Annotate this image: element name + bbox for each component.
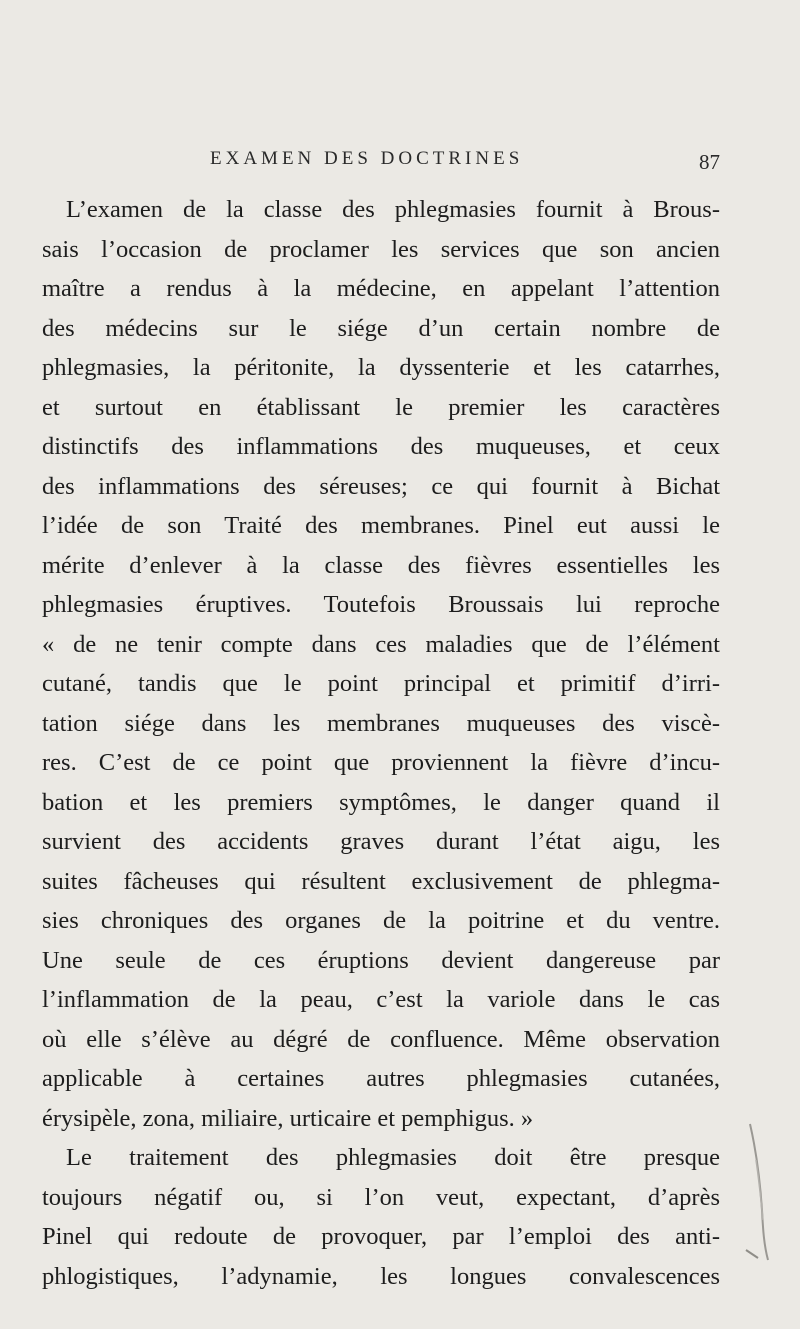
text-line: cutané, tandis que le point principal et primitif d’irri- — [42, 670, 720, 697]
text-line: sies chroniques des organes de la poitrine et du ventre. — [42, 907, 720, 934]
text-line: distinctifs des inflammations des muqueuses, et ceux — [42, 433, 720, 460]
text-line: toujours négatif ou, si l’on veut, expectant, d’après — [42, 1183, 720, 1211]
text-line: sais l’occasion de proclamer les services que son ancien — [42, 235, 720, 263]
text-line: et surtout en établissant le premier les caractères — [42, 393, 720, 421]
text-line: tation siége dans les membranes muqueuses des viscè- — [42, 709, 720, 737]
text-line: l’inflammation de la peau, c’est la variole dans le cas — [42, 986, 720, 1013]
text-line: des inflammations des séreuses; ce qui fournit à Bichat — [42, 472, 720, 500]
text-line: survient des accidents graves durant l’état aigu, les — [42, 828, 720, 855]
text-line: maître a rendus à la médecine, en appelant l’attention — [42, 275, 720, 302]
margin-pencil-mark — [742, 1120, 776, 1270]
text-line: Pinel qui redoute de provoquer, par l’emploi des anti- — [42, 1223, 720, 1250]
running-title: EXAMEN DES DOCTRINES — [210, 148, 524, 169]
page-number: 87 — [699, 150, 720, 174]
text-line: applicable à certaines autres phlegmasies cutanées, — [42, 1065, 720, 1092]
text-line: Le traitement des phlegmasies doit être presque — [66, 1144, 720, 1171]
text-line: bation et les premiers symptômes, le danger quand il — [42, 788, 720, 816]
text-line: Une seule de ces éruptions devient dangereuse par — [42, 946, 720, 974]
text-line: phlegmasies éruptives. Toutefois Broussais lui reproche — [42, 591, 720, 618]
text-line: où elle s’élève au dégré de confluence. Même observation — [42, 1025, 720, 1053]
text-line: érysipèle, zona, miliaire, urticaire et pemphigus. » — [42, 1104, 534, 1132]
text-line: des médecins sur le siége d’un certain nombre de — [42, 314, 720, 342]
text-line: « de ne tenir compte dans ces maladies que de l’élément — [42, 630, 720, 658]
text-line: phlegmasies, la péritonite, la dyssenterie et les catarrhes, — [42, 354, 720, 381]
text-line: L’examen de la classe des phlegmasies fournit à Brous- — [66, 196, 720, 223]
text-line: res. C’est de ce point que proviennent la fièvre d’incu- — [42, 749, 720, 776]
text-line: l’idée de son Traité des membranes. Pinel eut aussi le — [42, 512, 720, 539]
body-text — [42, 190, 720, 1296]
text-line: suites fâcheuses qui résultent exclusivement de phlegma- — [42, 867, 720, 895]
page-header — [40, 148, 720, 178]
text-line: phlogistiques, l’adynamie, les longues convalescences — [42, 1262, 720, 1290]
text-line: mérite d’enlever à la classe des fièvres essentielles les — [42, 551, 720, 579]
